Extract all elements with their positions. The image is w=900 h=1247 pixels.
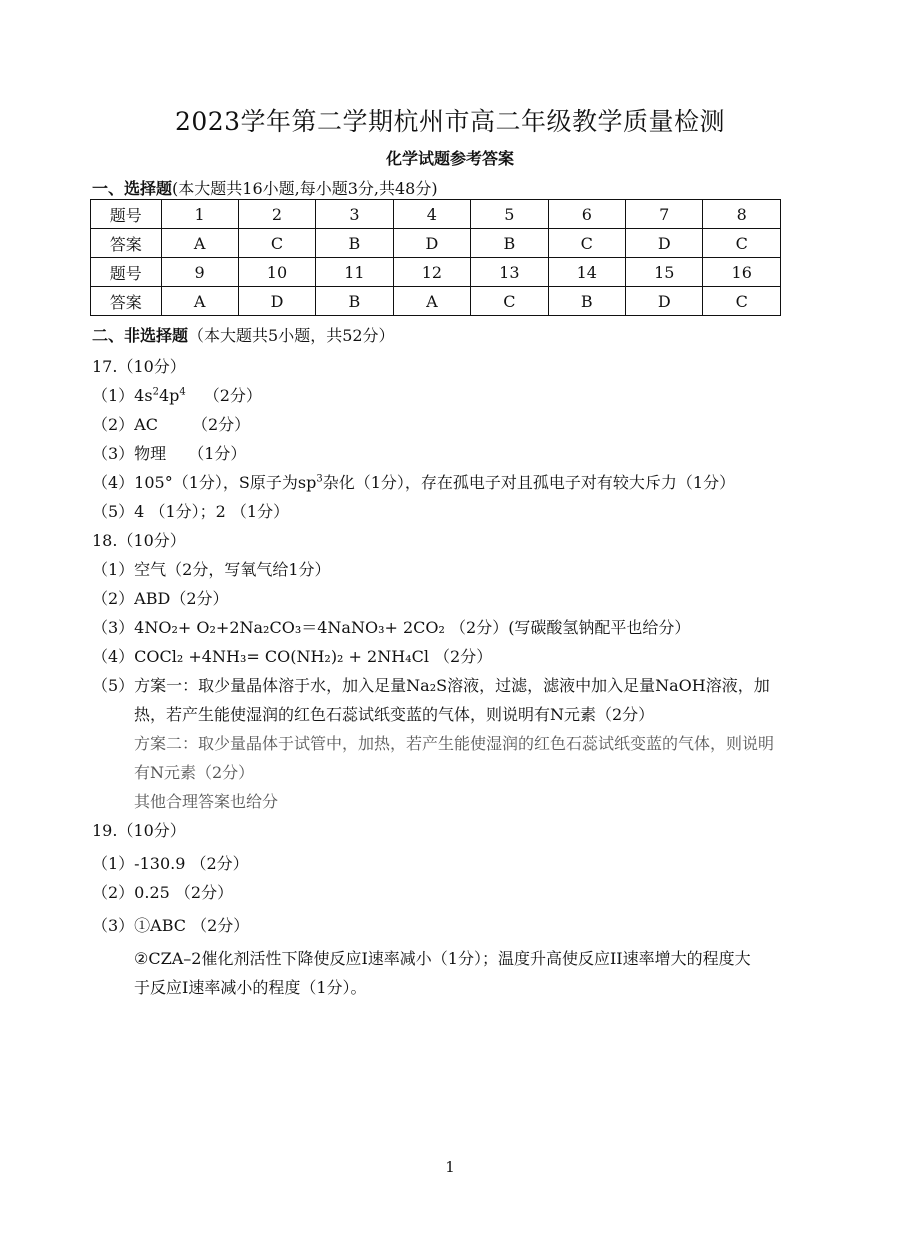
table-cell: D — [626, 229, 703, 258]
table-cell: 7 — [626, 200, 703, 229]
q18-answer-5-line2: 热，若产生能使湿润的红色石蕊试纸变蓝的气体，则说明有N元素（2分） — [134, 705, 655, 724]
table-row-header: 题号 — [91, 258, 162, 287]
table-cell: A — [161, 229, 238, 258]
table-row — [91, 229, 781, 258]
table-cell: 2 — [238, 200, 315, 229]
table-cell: 16 — [703, 258, 781, 287]
q19-answer-1: （1）-130.9 （2分） — [92, 854, 249, 873]
table-cell: 4 — [393, 200, 470, 229]
q17-answer-4: （4）105°（1分），S原子为$sp^3$杂化（1分），存在孤电子对且孤电子对有较大斥力（1分） — [92, 473, 736, 492]
table-cell: 14 — [548, 258, 625, 287]
table-cell: 5 — [471, 200, 548, 229]
q19-heading: 19.（10分） — [92, 821, 186, 840]
q18-heading: 18.（10分） — [92, 531, 186, 550]
section2-note: （本大题共5小题，共52分） — [188, 326, 395, 345]
table-cell: 13 — [471, 258, 548, 287]
q17-answer-3: （3）物理 （1分） — [92, 444, 247, 463]
page-title: 2023学年第二学期杭州市高二年级教学质量检测 — [174, 107, 726, 136]
q18-answer-1: （1）空气（2分，写氧气给1分） — [92, 560, 331, 579]
table-row — [91, 287, 781, 316]
table-cell: 8 — [703, 200, 781, 229]
q17-answer-1: $(1)4s^24p^4$ （2分） — [92, 386, 262, 405]
table-cell: C — [471, 287, 548, 316]
table-cell: 10 — [238, 258, 315, 287]
q18-answer-2: （2）ABD（2分） — [92, 589, 229, 608]
table-cell: C — [548, 229, 625, 258]
q18-answer-5-line5: 其他合理答案也给分 — [134, 792, 279, 811]
table-cell: 11 — [316, 258, 393, 287]
table-cell: D — [238, 287, 315, 316]
q18-answer-5-line1: （5）方案一：取少量晶体溶于水，加入足量Na₂S溶液，过滤，滤液中加入足量NaOH溶液，加 — [92, 676, 770, 695]
table-row — [91, 258, 781, 287]
q19-answer-2: （2）0.25 （2分） — [92, 883, 234, 902]
q18-answer-4: （4）COCl₂ +4NH₃= CO(NH₂)₂ + 2NH₄Cl （2分） — [92, 647, 493, 666]
q17-answer-2: （2）AC （2分） — [92, 415, 251, 434]
table-cell: 6 — [548, 200, 625, 229]
table-cell: B — [316, 229, 393, 258]
table-cell: C — [703, 287, 781, 316]
q19-answer-3-line3: 于反应I速率减小的程度（1分）。 — [134, 978, 367, 997]
section1-label: 一、选择题 — [92, 179, 173, 198]
table-cell: 15 — [626, 258, 703, 287]
table-cell: B — [316, 287, 393, 316]
table-cell: B — [471, 229, 548, 258]
table-cell: 1 — [161, 200, 238, 229]
table-cell: C — [703, 229, 781, 258]
section1-heading — [92, 176, 438, 199]
table-cell: 3 — [316, 200, 393, 229]
answer-table — [90, 199, 781, 316]
table-cell: B — [548, 287, 625, 316]
section1-note: (本大题共16小题,每小题3分,共48分) — [172, 179, 438, 198]
table-cell: C — [238, 229, 315, 258]
table-row-header: 答案 — [91, 229, 162, 258]
section2-heading — [92, 323, 395, 346]
table-cell: 12 — [393, 258, 470, 287]
page-number: 1 — [445, 1158, 455, 1176]
table-row-header: 题号 — [91, 200, 162, 229]
q18-answer-3: （3）4NO₂+ O₂+2Na₂CO₃＝4NaNO₃+ 2CO₂ （2分）(写碳酸氢钠配平也给分） — [92, 618, 691, 637]
table-row — [91, 200, 781, 229]
table-cell: A — [393, 287, 470, 316]
q17-heading: 17.（10分） — [92, 357, 186, 376]
q19-answer-3: （3）①ABC （2分） — [92, 916, 250, 935]
q17-answer-5: （5）4 （1分）；2 （1分） — [92, 502, 290, 521]
page-subtitle: 化学试题参考答案 — [385, 149, 514, 168]
table-cell: D — [626, 287, 703, 316]
section2-label: 二、非选择题 — [92, 326, 189, 345]
table-row-header: 答案 — [91, 287, 162, 316]
table-cell: A — [161, 287, 238, 316]
q18-answer-5-line3: 方案二：取少量晶体于试管中，加热，若产生能使湿润的红色石蕊试纸变蓝的气体，则说明 — [134, 734, 775, 753]
q19-answer-3-line2: ②CZA–2催化剂活性下降使反应I速率减小（1分）；温度升高使反应II速率增大的程度大 — [134, 949, 751, 968]
table-cell: 9 — [161, 258, 238, 287]
q18-answer-5-line4: 有N元素（2分） — [134, 763, 255, 782]
table-cell: D — [393, 229, 470, 258]
